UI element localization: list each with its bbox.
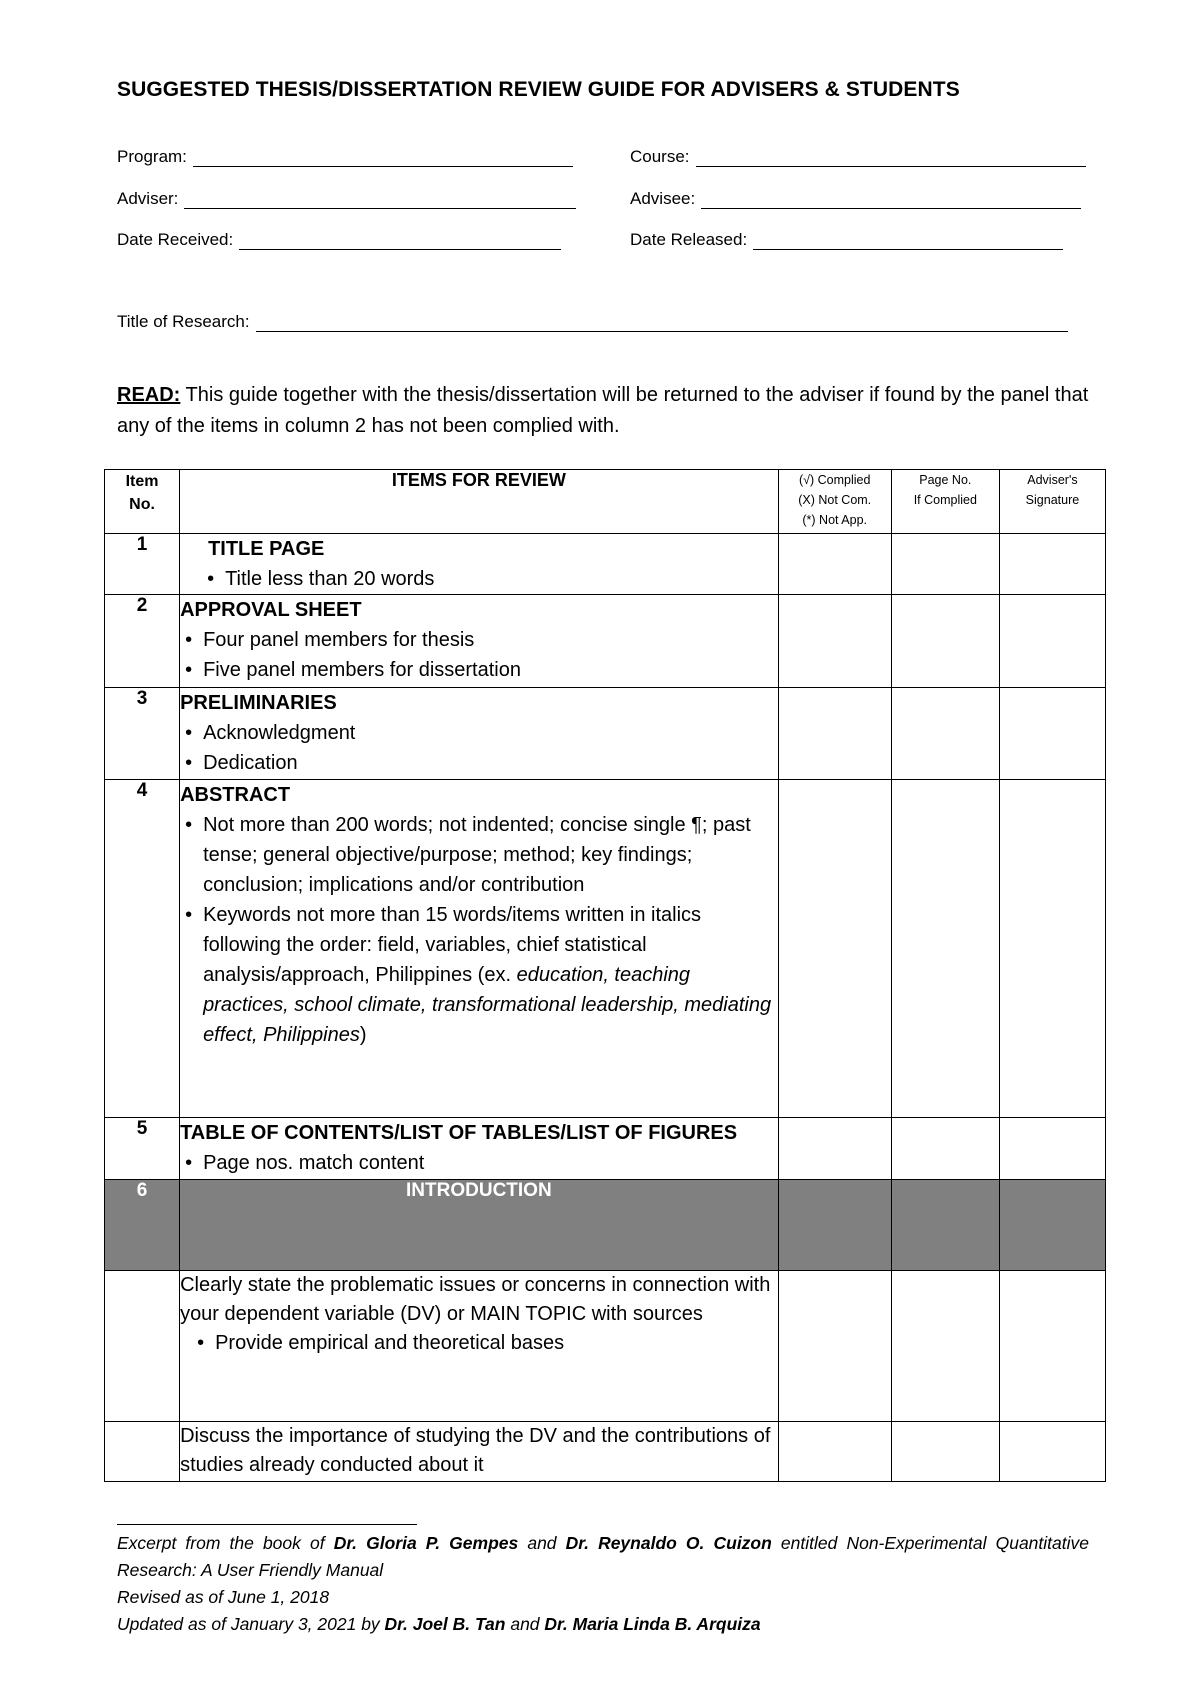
- footnote: [117, 1530, 1089, 1638]
- review-item-bullet: • Provide empirical and theoretical bases: [215, 1329, 778, 1358]
- advisee-field[interactable]: [630, 189, 1081, 209]
- program-label: Program:: [117, 147, 187, 166]
- signature-cell[interactable]: [999, 534, 1105, 595]
- status-cell[interactable]: [778, 780, 891, 1118]
- review-item-bullet: • Not more than 200 words; not indented; concise single ¶; past tense; general objective/purpose; method; key findings; conclusion; implications and/or contribution: [203, 810, 778, 900]
- table-row: [105, 1271, 1106, 1422]
- review-item-bullet: • Five panel members for dissertation: [203, 655, 778, 685]
- section-header-row: [105, 1180, 1106, 1271]
- page-cell[interactable]: [891, 534, 999, 595]
- review-item-bullet: • Four panel members for thesis: [203, 625, 778, 655]
- footnote-line-2: Revised as of June 1, 2018: [117, 1587, 330, 1607]
- section-label: INTRODUCTION: [180, 1180, 779, 1271]
- item-number: [105, 1271, 180, 1422]
- adviser-label: Adviser:: [117, 189, 179, 208]
- course-label: Course:: [630, 147, 690, 166]
- review-table: [104, 469, 1106, 1482]
- table-row: [105, 780, 1106, 1118]
- status-cell[interactable]: [778, 595, 891, 688]
- page-cell[interactable]: [891, 1118, 999, 1180]
- signature-cell[interactable]: [999, 688, 1105, 780]
- page-cell[interactable]: [891, 1422, 999, 1482]
- table-row: [105, 595, 1106, 688]
- signature-cell: [999, 1180, 1105, 1271]
- review-item-text: Discuss the importance of studying the DV and the contributions of studies already conducted about it: [180, 1425, 771, 1476]
- item-number: 1: [105, 534, 180, 595]
- status-cell[interactable]: [778, 688, 891, 780]
- review-item-bullet: • Keywords not more than 15 words/items written in italics following the order: field, variables, chief statistical analysis/approach, Philippines (ex. education, teaching practices, school climate, transformational leadership, mediating effect, Philippines): [203, 900, 778, 1050]
- read-text: This guide together with the thesis/dissertation will be returned to the adviser if found by the panel that any of the items in column 2 has not been complied with.: [117, 384, 1089, 437]
- footnote-line-1: Excerpt from the book of Dr. Gloria P. Gempes and Dr. Reynaldo O. Cuizon entitled Non-Experimental Quantitative Research: A User Friendly Manual: [117, 1533, 1089, 1580]
- review-item-bullet: • Page nos. match content: [203, 1148, 778, 1178]
- page-cell[interactable]: [891, 595, 999, 688]
- date-released-field[interactable]: [630, 230, 1063, 250]
- header-page-no: Page No. If Complied: [891, 470, 999, 534]
- review-item-heading: TABLE OF CONTENTS/LIST OF TABLES/LIST OF FIGURES: [180, 1122, 738, 1144]
- date-released-label: Date Released:: [630, 230, 748, 249]
- table-row: [105, 1422, 1106, 1482]
- signature-cell[interactable]: [999, 780, 1105, 1118]
- review-item-bullet: • Dedication: [203, 748, 778, 778]
- read-notice: [117, 380, 1097, 442]
- program-line[interactable]: [193, 148, 573, 167]
- status-cell[interactable]: [778, 534, 891, 595]
- item-number: 3: [105, 688, 180, 780]
- header-item-no: Item No.: [105, 470, 180, 534]
- date-received-line[interactable]: [239, 231, 561, 250]
- page-cell[interactable]: [891, 1271, 999, 1422]
- signature-cell[interactable]: [999, 1118, 1105, 1180]
- table-header-row: [105, 470, 1106, 534]
- table-row: [105, 688, 1106, 780]
- signature-cell[interactable]: [999, 595, 1105, 688]
- advisee-label: Advisee:: [630, 189, 696, 208]
- advisee-line[interactable]: [701, 190, 1081, 209]
- section-number: 6: [105, 1180, 180, 1271]
- review-item: [180, 1271, 779, 1422]
- review-item: [180, 534, 779, 595]
- page-title: SUGGESTED THESIS/DISSERTATION REVIEW GUIDE FOR ADVISERS & STUDENTS: [117, 78, 960, 101]
- page-cell[interactable]: [891, 688, 999, 780]
- read-label: READ:: [117, 384, 181, 406]
- course-field[interactable]: [630, 147, 1086, 167]
- item-number: 2: [105, 595, 180, 688]
- title-of-research-field[interactable]: [117, 312, 1068, 332]
- keywords-example: education, teaching practices, school climate, transformational leadership, mediating effect, Philippines: [203, 964, 772, 1046]
- review-item-text: Clearly state the problematic issues or concerns in connection with your dependent variable (DV) or MAIN TOPIC with sources: [180, 1274, 771, 1325]
- review-item: [180, 780, 779, 1118]
- date-received-field[interactable]: [117, 230, 561, 250]
- table-row: [105, 534, 1106, 595]
- status-cell[interactable]: [778, 1118, 891, 1180]
- program-field[interactable]: [117, 147, 573, 167]
- review-item-heading: ABSTRACT: [180, 784, 291, 806]
- signature-cell[interactable]: [999, 1422, 1105, 1482]
- date-received-label: Date Received:: [117, 230, 234, 249]
- header-signature: Adviser's Signature: [999, 470, 1105, 534]
- item-number: 5: [105, 1118, 180, 1180]
- footnote-line-3: Updated as of January 3, 2021 by Dr. Joel B. Tan and Dr. Maria Linda B. Arquiza: [117, 1614, 761, 1634]
- header-status: (√) Complied (X) Not Com. (*) Not App.: [778, 470, 891, 534]
- title-of-research-label: Title of Research:: [117, 312, 250, 331]
- review-item-heading: PRELIMINARIES: [180, 692, 337, 714]
- item-number: 4: [105, 780, 180, 1118]
- status-cell[interactable]: [778, 1422, 891, 1482]
- course-line[interactable]: [696, 148, 1086, 167]
- review-item: [180, 595, 779, 688]
- item-number: [105, 1422, 180, 1482]
- title-of-research-line[interactable]: [256, 313, 1068, 332]
- date-released-line[interactable]: [753, 231, 1063, 250]
- status-cell[interactable]: [778, 1271, 891, 1422]
- review-item-heading: APPROVAL SHEET: [180, 599, 362, 621]
- review-item-bullet: • Acknowledgment: [203, 718, 778, 748]
- page-cell[interactable]: [891, 780, 999, 1118]
- adviser-field[interactable]: [117, 189, 576, 209]
- review-item: [180, 1422, 779, 1482]
- table-row: [105, 1118, 1106, 1180]
- signature-cell[interactable]: [999, 1271, 1105, 1422]
- review-item: [180, 688, 779, 780]
- review-item: [180, 1118, 779, 1180]
- review-item-bullet: • Title less than 20 words: [225, 564, 778, 594]
- header-items-for-review: ITEMS FOR REVIEW: [180, 470, 779, 534]
- page-cell: [891, 1180, 999, 1271]
- footnote-divider: [117, 1524, 417, 1525]
- review-item-heading: TITLE PAGE: [208, 538, 325, 560]
- status-cell: [778, 1180, 891, 1271]
- adviser-line[interactable]: [184, 190, 576, 209]
